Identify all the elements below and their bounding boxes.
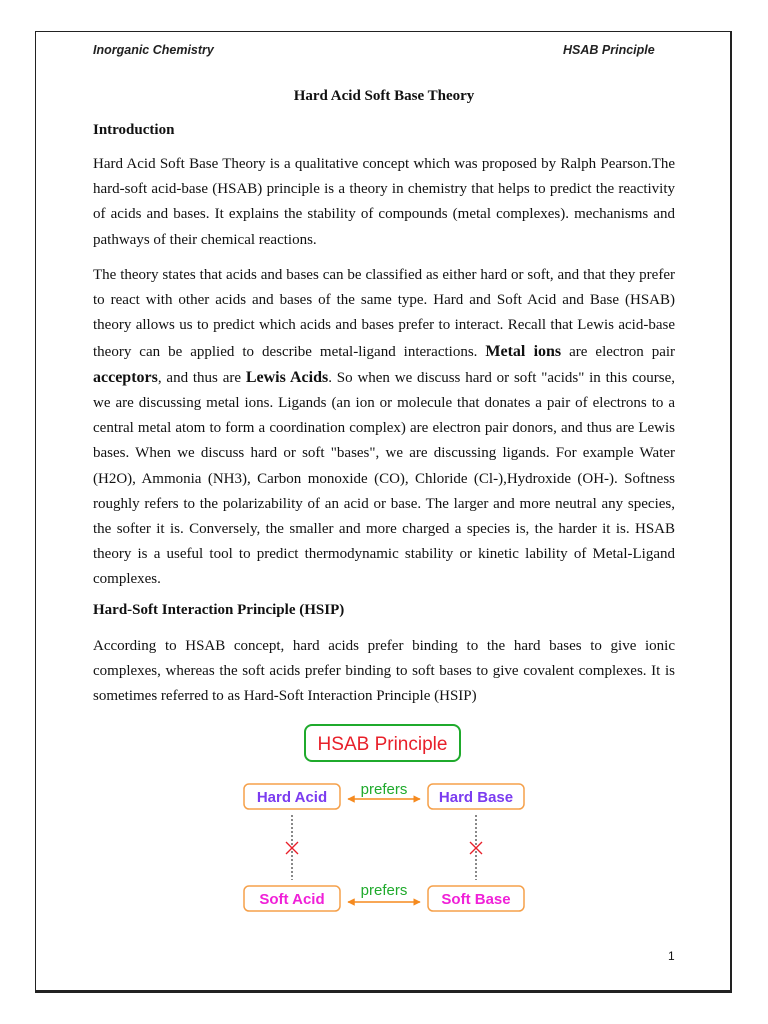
page-number: 1 <box>668 949 675 963</box>
prefers-bottom-label: prefers <box>360 882 408 899</box>
hard-base-label: Hard Base <box>438 789 514 806</box>
header-left: Inorganic Chemistry <box>93 43 214 57</box>
hsip-paragraph: According to HSAB concept, hard acids prefer binding to the hard bases to give ionic complexes, whereas the soft acids prefer binding to soft bases to give covalent complexes. It is sometimes referred to as Hard-Soft Interaction Principle (HSIP) <box>93 638 675 705</box>
hard-acid-label: Hard Acid <box>256 789 328 806</box>
text-run: are electron pair <box>561 343 676 360</box>
text-run: , and thus are <box>157 369 246 386</box>
bold-lewis-acids: Lewis Acids <box>245 368 329 386</box>
bold-acceptors: acceptors <box>93 368 158 386</box>
bold-metal-ions: Metal ions <box>485 342 562 360</box>
introduction-heading: Introduction <box>93 122 175 138</box>
header-right: HSAB Principle <box>563 43 655 57</box>
diagram-title: HSAB Principle <box>317 734 448 755</box>
hsab-diagram <box>230 715 540 925</box>
hsip-heading: Hard-Soft Interaction Principle (HSIP) <box>93 602 345 618</box>
text-run: . So when we discuss hard or soft "acids" in this course, we are discussing metal ions. Ligands (an ion or molecule that donates a pair of electrons to a central metal atom to form a coordination complex) are electron pair donors, and thus are Lewis bases. When we discuss hard or soft "bases", we are discussing ligands. For example Water (H2O), Ammonia (NH3), Carbon monoxide (CO), Chloride (Cl-),Hydroxide (OH-). Softness roughly refers to the polarizability of an acid or base. The larger and more neutral any species, the softer it is. Conversely, the smaller and more charged a species is, the harder it is. HSAB theory is a useful tool to predict thermodynamic stability or kinetic lability of Metal-Ligand complexes. <box>93 369 675 588</box>
document-title: Hard Acid Soft Base Theory <box>293 88 475 104</box>
text-run: The theory states that acids and bases can be classified as either hard or soft, and that they prefer to react with other acids and bases of the same type. Hard and Soft Acid and Base (HSAB) theory allows us to predict which acids and bases prefer to interact. Recall that Lewis acid-base theory can be applied to describe metal-ligand interactions. <box>93 267 675 360</box>
prefers-top-label: prefers <box>360 781 408 798</box>
soft-acid-label: Soft Acid <box>259 891 325 908</box>
soft-base-label: Soft Base <box>441 891 511 908</box>
intro-paragraph-2 <box>93 263 675 593</box>
intro-paragraph-1: Hard Acid Soft Base Theory is a qualitative concept which was proposed by Ralph Pearson.The hard-soft acid-base (HSAB) principle is a theory in chemistry that helps to predict the reactivity of acids and bases. It explains the stability of compounds (metal complexes). mechanisms and pathways of their chemical reactions. <box>93 156 675 248</box>
